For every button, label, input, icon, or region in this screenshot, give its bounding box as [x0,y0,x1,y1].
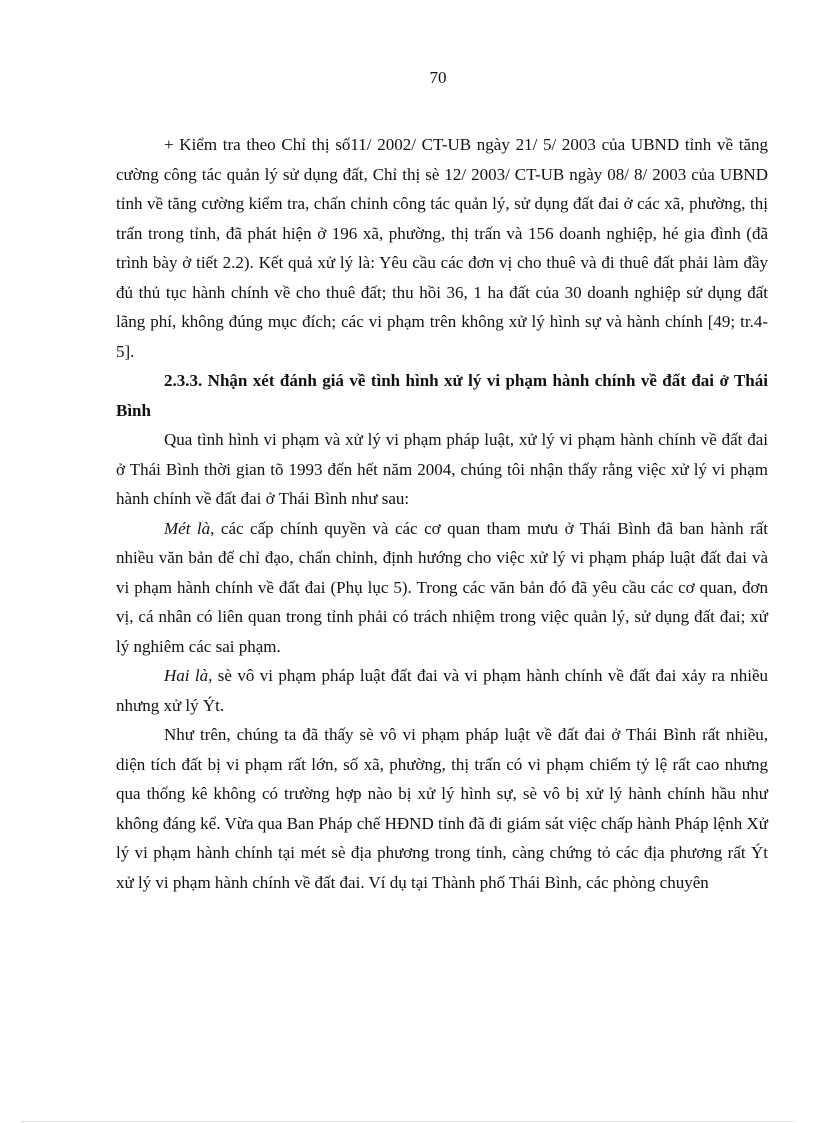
second-point-lead: Hai là, [164,666,213,685]
paragraph-second-point [116,661,768,720]
page-number: 70 [429,68,447,87]
paragraph-first-point [116,514,768,662]
paragraph-overview: Qua tình hình vi phạm và xử lý vi phạm pháp luật, xử lý vi phạm hành chính về đất đai ở Thái Bình thời gian tõ 1993 đến hết năm 2004, chúng tôi nhận thấy rằng việc xử lý vi phạm hành chính về đất đai ở Thái Bình như sau: [116,430,768,508]
first-point-text: các cấp chính quyền và các cơ quan tham mưu ở Thái Bình đã ban hành rất nhiều văn bản để chỉ đạo, chấn chỉnh, định hướng cho việc xử lý vi phạm pháp luật đất đai và vi phạm hành chính về đất đai (Phụ lục 5). Trong các văn bản đó đã yêu cầu các cơ quan, đơn vị, cá nhân có liên quan trong tỉnh phải có trách nhiệm trong việc quản lý, sử dụng đất đai; xử lý nghiêm các sai phạm. [116,518,768,656]
second-point-text: sè vô vi phạm pháp luật đất đai và vi phạm hành chính về đất đai xảy ra nhiều nhưng xử lý Ýt. [116,666,768,715]
paragraph-discussion: Như trên, chúng ta đã thấy sè vô vi phạm pháp luật về đất đai ở Thái Bình rất nhiều, diện tích đất bị vi phạm rất lớn, số xã, phường, thị trấn có vi phạm chiếm tỷ lệ rất cao nhưng qua thống kê không có trường hợp nào bị xử lý hình sự, sè vô bị xử lý hành chính hầu như không đáng kể. Vừa qua Ban Pháp chế HĐND tỉnh đã đi giám sát việc chấp hành Pháp lệnh Xử lý vi phạm hành chính tại mét sè địa phương trong tỉnh, càng chứng tỏ các địa phương rất Ýt xử lý vi phạm hành chính về đất đai. Ví dụ tại Thành phố Thái Bình, các phòng chuyên [116,725,768,892]
page-bottom-divider [22,1121,794,1122]
section-heading: 2.3.3. Nhận xét đánh giá về tình hình xử lý vi phạm hành chính về đất đai ở Thái Bình [116,371,768,420]
document-body [116,130,768,897]
first-point-lead: Mét là, [164,518,215,538]
paragraph-inspection: + Kiểm tra theo Chỉ thị số11/ 2002/ CT-UB ngày 21/ 5/ 2003 của UBND tỉnh về tăng cường công tác quản lý sử dụng đất, Chỉ thị sè 12/ 2003/ CT-UB ngày 08/ 8/ 2003 của UBND tỉnh về tăng cường kiểm tra, chấn chỉnh công tác quản lý, sử dụng đất đai ở các xã, phường, thị trấn trong tỉnh, đã phát hiện ở 196 xã, phường, thị trấn và 156 doanh nghiệp, hé gia đình (đã trình bày ở tiết 2.2). Kết quả xử lý là: Yêu cầu các đơn vị cho thuê và đi thuê đất phải làm đầy đủ thủ tục hành chính về cho thuê đất; thu hồi 36, 1 ha đất của 30 doanh nghiệp sử dụng đất lãng phí, không đúng mục đích; các vi phạm trên không xử lý hình sự và hành chính [49; tr.4-5]. [116,135,768,361]
